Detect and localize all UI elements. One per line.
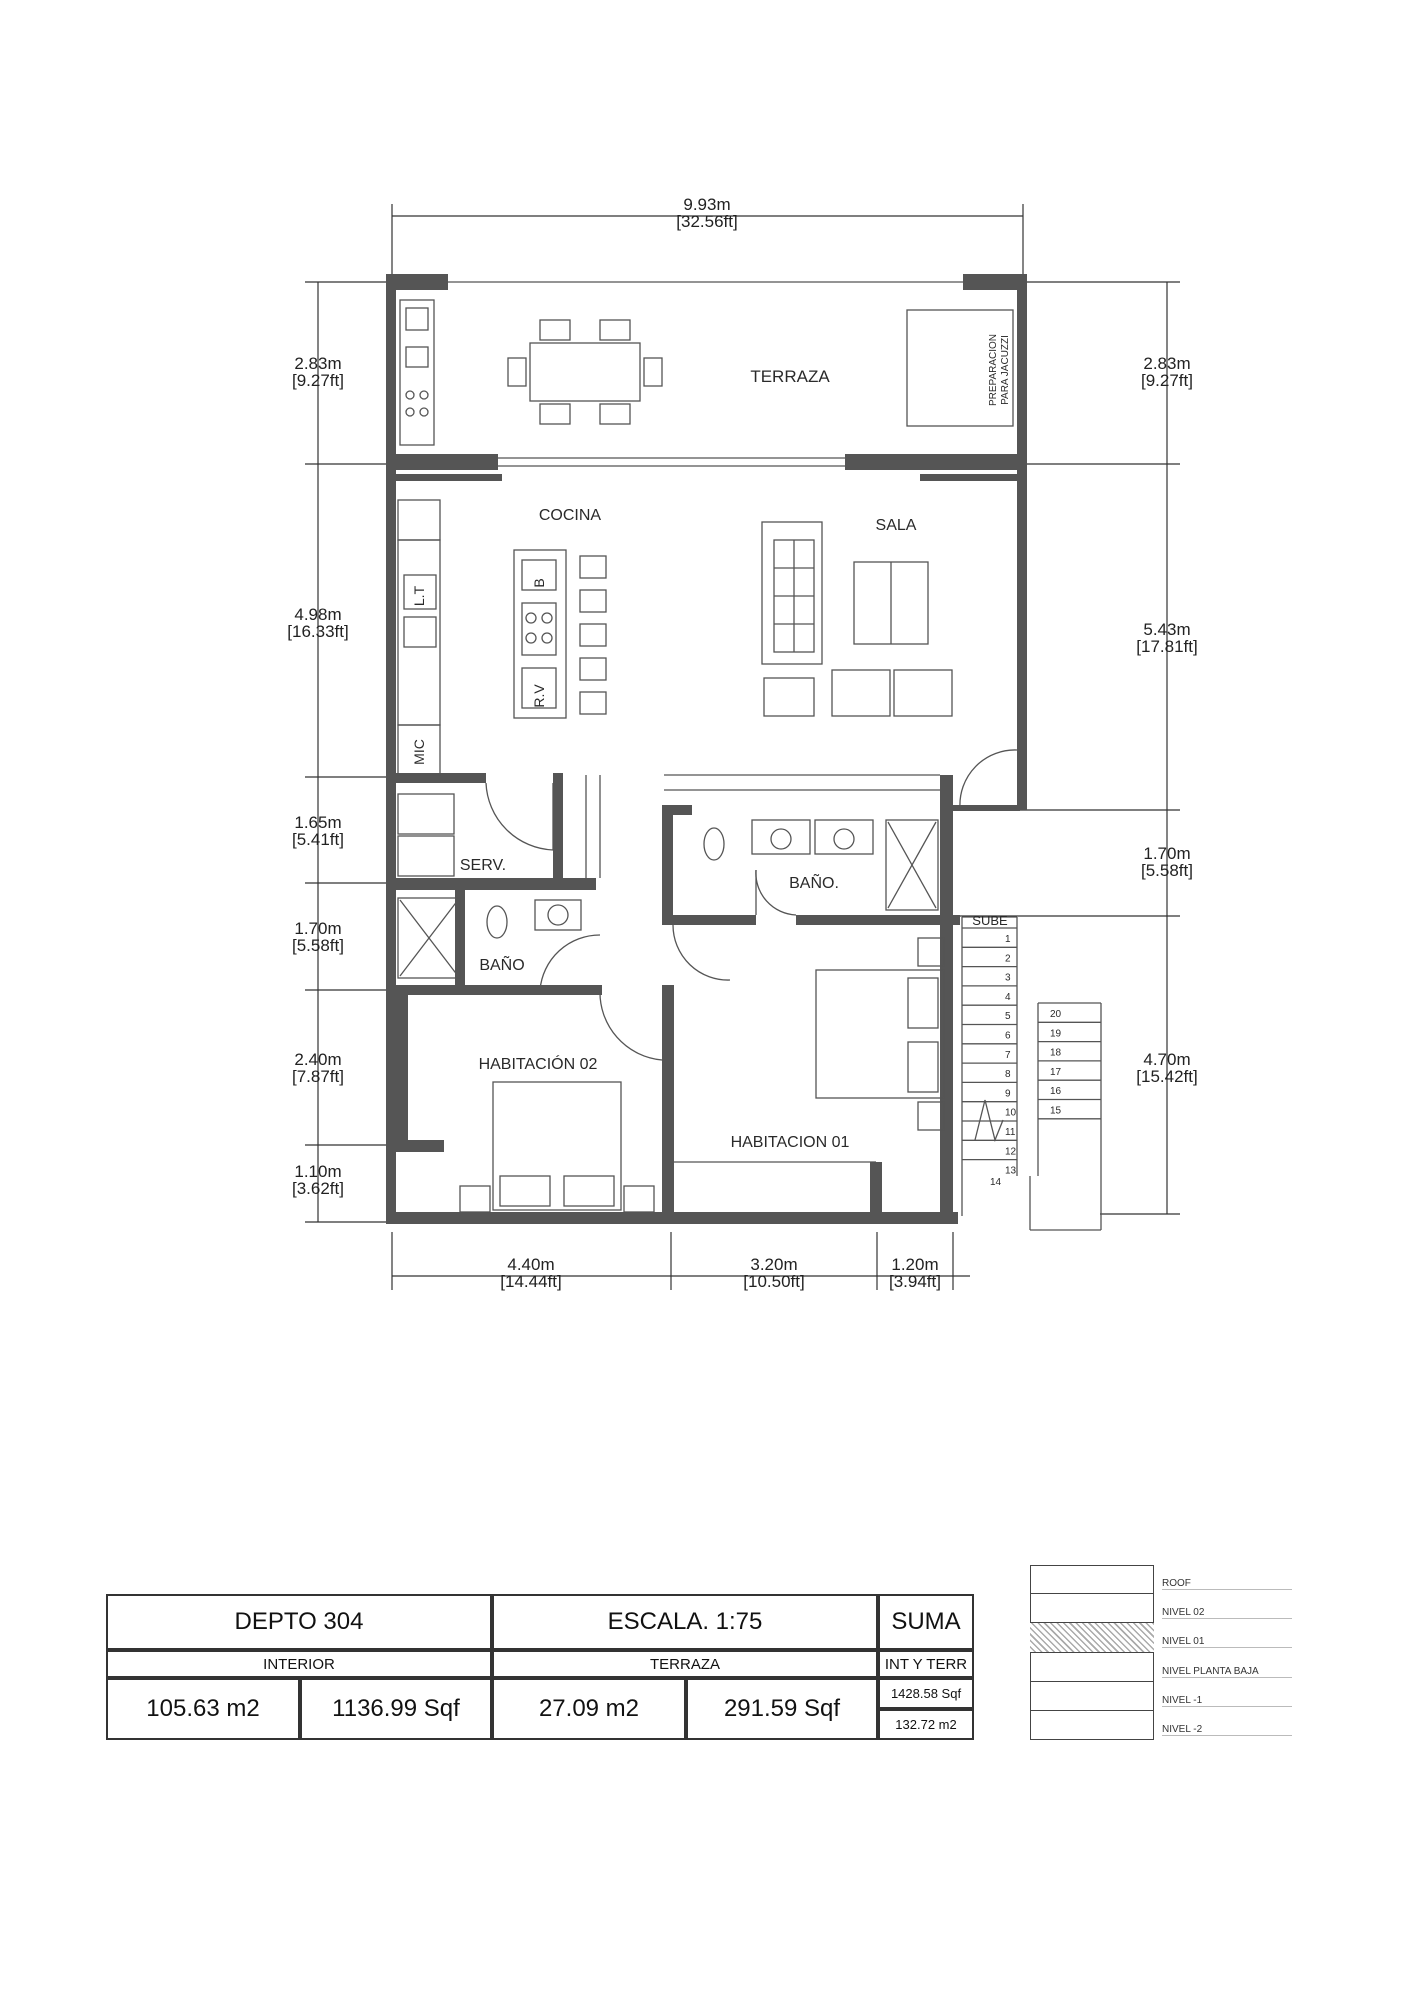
walls [386, 274, 1027, 1224]
terraza-header [492, 1650, 878, 1678]
depto-label: DEPTO 304 [234, 1608, 364, 1635]
total-m2-cell [878, 1709, 974, 1740]
terraza-m2-cell [492, 1678, 686, 1740]
terraza-sqf: 291.59 Sqf [723, 1695, 841, 1722]
total-sqf-cell [878, 1678, 974, 1709]
stair-number: 6 [1005, 1030, 1011, 1042]
stair-number: 10 [1005, 1107, 1017, 1119]
suma-cell [878, 1594, 974, 1650]
dim-left-2-m: 4.98m [294, 605, 342, 624]
total-m2: 132.72 m2 [895, 1717, 957, 1732]
stair-number: 20 [1050, 1009, 1062, 1020]
room-sala: SALA [875, 517, 917, 534]
dim-right-3-m: 1.70m [1143, 844, 1191, 863]
dim-right-3-ft: [5.58ft] [1141, 861, 1193, 880]
interior-sqf-cell [300, 1678, 492, 1740]
int-y-terr-header [878, 1650, 974, 1678]
room-cocina: COCINA [538, 507, 602, 524]
level-label: NIVEL 01 [1162, 1636, 1292, 1648]
stair-number: 11 [1005, 1127, 1016, 1138]
level-label: NIVEL -2 [1162, 1724, 1292, 1736]
dim-bottom-2-ft: [10.50ft] [743, 1272, 805, 1291]
dim-right-1-ft: [9.27ft] [1141, 371, 1193, 390]
fixture-lt: L.T [411, 585, 427, 607]
terraza-label: TERRAZA [649, 1655, 720, 1673]
stair-number: 19 [1050, 1028, 1062, 1040]
stair-treads [962, 928, 1101, 1160]
dim-top-ft: [32.56ft] [676, 212, 738, 231]
room-habitacion-01: HABITACION 01 [730, 1134, 850, 1151]
interior-header [106, 1650, 492, 1678]
stair-number: 4 [1005, 991, 1011, 1003]
interior-m2-cell [106, 1678, 300, 1740]
level-row [1030, 1653, 1154, 1682]
level-row [1030, 1682, 1154, 1711]
stair-number: 2 [1005, 953, 1011, 965]
dim-left-6-m: 1.10m [294, 1162, 342, 1181]
fixture-b: B [531, 578, 547, 588]
dimension-left [287, 282, 388, 1222]
room-bano-main: BAÑO. [789, 875, 839, 892]
fixture-rv: R.V [531, 684, 547, 708]
terraza-m2: 27.09 m2 [538, 1695, 640, 1722]
dim-left-5-ft: [7.87ft] [292, 1067, 344, 1086]
dimension-top [392, 195, 1023, 280]
level-label: NIVEL PLANTA BAJA [1162, 1666, 1292, 1678]
terraza-sqf-cell [686, 1678, 878, 1740]
stair-number: 18 [1050, 1047, 1062, 1059]
dim-bottom-3-m: 1.20m [891, 1255, 939, 1274]
room-serv: SERV. [459, 857, 507, 874]
level-row [1030, 1565, 1154, 1594]
dim-left-3-ft: [5.41ft] [292, 830, 344, 849]
dimension-right [955, 282, 1198, 1214]
stair-number: 12 [1005, 1146, 1017, 1158]
stair-number: 9 [1005, 1088, 1011, 1100]
dim-bottom-1-ft: [14.44ft] [500, 1272, 562, 1291]
suma-label: SUMA [891, 1608, 961, 1635]
dim-bottom-1-m: 4.40m [507, 1255, 555, 1274]
dim-left-1-ft: [9.27ft] [292, 371, 344, 390]
dimension-bottom [392, 1232, 970, 1291]
dim-top-m: 9.93m [683, 195, 731, 214]
dim-right-1-m: 2.83m [1143, 354, 1191, 373]
stair-number: 8 [1005, 1069, 1011, 1081]
stair-number-14: 14 [990, 1177, 1002, 1188]
dim-right-4-m: 4.70m [1143, 1050, 1191, 1069]
stairs-sube: SUBE [972, 913, 1008, 928]
dim-left-5-m: 2.40m [294, 1050, 342, 1069]
depto-cell [106, 1594, 492, 1650]
fixture-mic: MIC [411, 739, 427, 765]
level-label: NIVEL 02 [1162, 1607, 1292, 1619]
dim-right-2-ft: [17.81ft] [1136, 637, 1198, 656]
stair-number: 3 [1005, 972, 1011, 984]
stairs [962, 917, 1101, 1230]
room-habitacion-02: HABITACIÓN 02 [478, 1056, 598, 1073]
dim-left-2-ft: [16.33ft] [287, 622, 349, 641]
dim-left-1-m: 2.83m [294, 354, 342, 373]
interior-m2: 105.63 m2 [146, 1695, 260, 1722]
level-row [1030, 1623, 1154, 1652]
dim-left-4-ft: [5.58ft] [292, 936, 344, 955]
dim-right-2-m: 5.43m [1143, 620, 1191, 639]
escala-cell [492, 1594, 878, 1650]
interior-label: INTERIOR [263, 1655, 335, 1673]
stair-number: 15 [1050, 1105, 1062, 1117]
room-jacuzzi-line1: PREPARACION [988, 333, 999, 407]
dim-left-6-ft: [3.62ft] [292, 1179, 344, 1198]
int-y-terr-label: INT Y TERR [884, 1655, 968, 1673]
stair-number: 13 [1005, 1165, 1017, 1177]
dim-bottom-3-ft: [3.94ft] [889, 1272, 941, 1291]
room-terraza: TERRAZA [750, 367, 830, 386]
interior-sqf: 1136.99 Sqf [332, 1695, 460, 1722]
dim-left-3-m: 1.65m [294, 813, 342, 832]
escala-label: ESCALA. 1:75 [607, 1608, 763, 1635]
level-row [1030, 1594, 1154, 1623]
dim-left-4-m: 1.70m [294, 919, 342, 938]
doors [486, 750, 1017, 1060]
level-label: NIVEL -1 [1162, 1695, 1292, 1707]
total-sqf: 1428.58 Sqf [890, 1686, 962, 1701]
level-row [1030, 1711, 1154, 1740]
room-jacuzzi-line2: PARA JACUZZI [1000, 335, 1011, 405]
dim-bottom-2-m: 3.20m [750, 1255, 798, 1274]
stair-number: 7 [1005, 1049, 1011, 1061]
level-label: ROOF [1162, 1578, 1292, 1590]
stair-number: 17 [1050, 1066, 1062, 1078]
room-bano-small: BAÑO [479, 957, 525, 974]
stair-number: 16 [1050, 1086, 1062, 1098]
dim-right-4-ft: [15.42ft] [1136, 1067, 1198, 1086]
stair-number: 1 [1005, 934, 1011, 945]
stair-number: 5 [1005, 1011, 1011, 1023]
furniture [398, 300, 1013, 1212]
